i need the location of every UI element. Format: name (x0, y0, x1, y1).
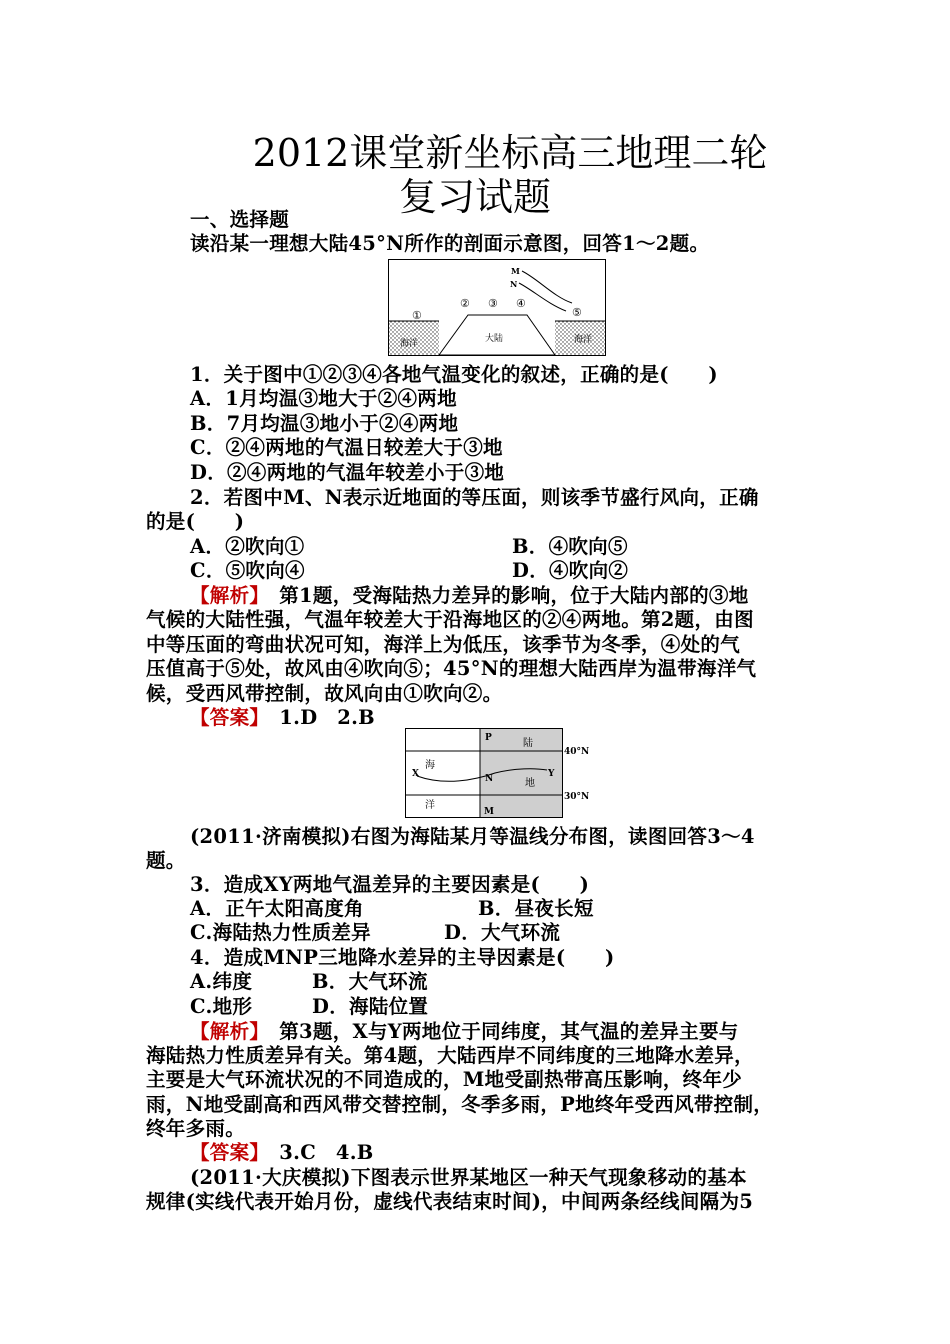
label-n: N (510, 279, 518, 289)
q1-option-c: C．②④两地的气温日较差大于③地 (190, 436, 503, 459)
analysis-tag: 【解析】 (190, 584, 260, 607)
analysis2-line5: 终年多雨。 (146, 1117, 246, 1140)
analysis1-line2: 气候的大陆性强，气温年较差大于沿海地区的②④两地。第2题，由图 (146, 608, 754, 631)
label-ocean-right: 海洋 (574, 335, 593, 345)
q3-option-d: D．大气环流 (444, 921, 561, 944)
label-point-5: ⑤ (572, 306, 582, 319)
intro-q1-2: 读沿某一理想大陆45°N所作的剖面示意图，回答1～2题。 (190, 232, 710, 255)
label-x: X (412, 769, 419, 779)
intro-next-line1: (2011·大庆模拟)下图表示世界某地区一种天气现象移动的基本 (190, 1166, 747, 1189)
isotherm-figure (405, 728, 591, 820)
q2-option-b: B．④吹向⑤ (512, 535, 628, 558)
q2-option-c: C．⑤吹向④ (190, 559, 305, 582)
label-ocean-left: 海洋 (400, 339, 419, 349)
label-point-2: ② (460, 297, 470, 310)
q1-option-d: D．②④两地的气温年较差小于③地 (190, 461, 505, 484)
q1-option-b: B．7月均温③地小于②④两地 (190, 412, 459, 435)
q1-stem: 1．关于图中①②③④各地气温变化的叙述，正确的是( ) (190, 363, 718, 386)
q3-option-a: A．正午太阳高度角 (190, 897, 364, 920)
ocean-left-area (389, 321, 439, 355)
label-land: 大陆 (485, 334, 504, 344)
intro-q3-4-line1: (2011·济南模拟)右图为海陆某月等温线分布图，读图回答3～4 (190, 825, 755, 848)
q3-option-b: B．昼夜长短 (478, 897, 594, 920)
label-m: M (484, 807, 494, 817)
q2-stem: 2．若图中M、N表示近地面的等压面，则该季节盛行风向，正确 (190, 486, 759, 509)
label-sea2: 洋 (425, 800, 435, 811)
label-point-1: ① (412, 309, 422, 322)
analysis2-line2: 海陆热力性质差异有关。第4题，大陆西岸不同纬度的三地降水差异， (146, 1044, 754, 1067)
page-title-line2: 复习试题 (398, 175, 551, 219)
profile-figure (388, 259, 606, 356)
q2-option-d: D．④吹向② (512, 559, 629, 582)
q2-option-a: A．②吹向① (190, 535, 305, 558)
q2-stem-cont: 的是( ) (146, 510, 245, 533)
analysis-tag: 【解析】 (190, 1020, 260, 1043)
q4-option-b: B．大气环流 (312, 970, 428, 993)
label-land2: 地 (525, 778, 535, 789)
answer-tag: 【答案】 (190, 706, 260, 729)
q3-stem: 3．造成XY两地气温差异的主要因素是( ) (190, 873, 590, 896)
section-heading: 一、选择题 (190, 208, 290, 231)
label-lat30: 30°N (564, 792, 590, 802)
label-sea1: 海 (425, 760, 435, 771)
analysis1-line3: 中等压面的弯曲状况可知，海洋上为低压，该季节为冬季，④处的气 (146, 633, 741, 656)
analysis1-line1: 【解析】 第1题，受海陆热力差异的影响，位于大陆内部的③地 (190, 584, 749, 607)
answer-tag: 【答案】 (190, 1141, 260, 1164)
label-point-3: ③ (488, 297, 498, 310)
label-p: P (485, 733, 492, 743)
label-lat40: 40°N (564, 747, 590, 757)
analysis1-line4: 压值高于⑤处，故风由④吹向⑤；45°N的理想大陆西岸为温带海洋气 (146, 657, 757, 680)
q3-option-c: C.海陆热力性质差异 (190, 921, 371, 944)
q4-stem: 4．造成MNP三地降水差异的主导因素是( ) (190, 946, 615, 969)
analysis2-line3: 主要是大气环流状况的不同造成的，M地受副热带高压影响，终年少 (146, 1068, 743, 1091)
label-land1: 陆 (523, 738, 533, 749)
analysis2-line1: 【解析】 第3题，X与Y两地位于同纬度，其气温的差异主要与 (190, 1020, 739, 1043)
q4-option-a: A.纬度 (190, 970, 253, 993)
label-n: N (485, 774, 494, 784)
q4-option-d: D．海陆位置 (312, 995, 429, 1018)
answer1: 【答案】 1.D 2.B (190, 706, 375, 729)
answer2: 【答案】 3.C 4.B (190, 1141, 374, 1164)
page-title: 2012课堂新坐标高三地理二轮 (252, 131, 768, 175)
q1-option-a: A．1月均温③地大于②④两地 (190, 387, 457, 410)
analysis1-line5: 候，受西风带控制，故风向由①吹向②。 (146, 682, 503, 705)
label-m: M (511, 266, 520, 276)
analysis2-line4: 雨，N地受副高和西风带交替控制，冬季多雨，P地终年受西风带控制， (146, 1093, 774, 1116)
intro-next-line2: 规律(实线代表开始月份，虚线代表结束时间)，中间两条经线间隔为5 (146, 1190, 754, 1213)
intro-q3-4-line2: 题。 (146, 849, 186, 872)
label-point-4: ④ (516, 297, 526, 310)
q4-option-c: C.地形 (190, 995, 253, 1018)
label-y: Y (548, 769, 555, 779)
